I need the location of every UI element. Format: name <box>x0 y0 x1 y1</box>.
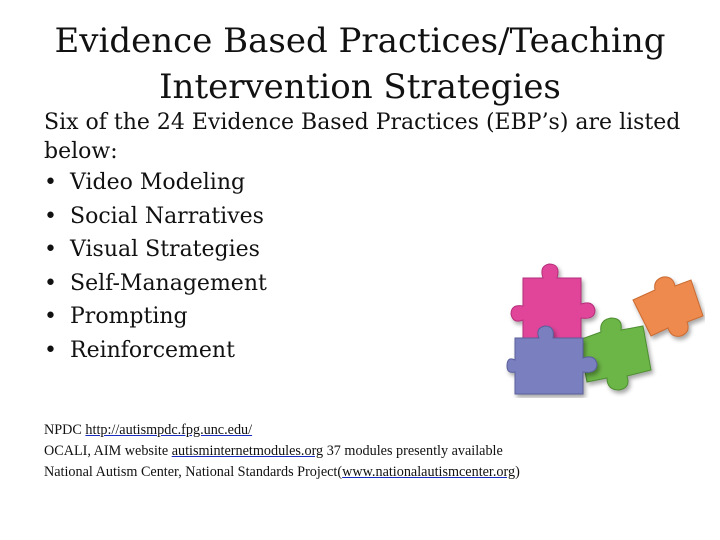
list-item <box>44 200 267 234</box>
bullet: • <box>44 237 57 263</box>
reference-label: NPDC <box>44 422 86 438</box>
blue-piece <box>507 326 597 394</box>
bullet: • <box>44 270 57 296</box>
list-item-label: Self-Management <box>70 270 267 296</box>
reference-npdc <box>44 420 684 441</box>
list-item-label: Social Narratives <box>70 203 264 229</box>
list-item <box>44 267 267 301</box>
list-item-label: Visual Strategies <box>70 237 260 263</box>
bullet: • <box>44 203 57 229</box>
reference-note: 37 modules presently available <box>323 443 503 459</box>
reference-nac <box>44 462 684 483</box>
reference-label: National Autism Center, National Standards Project( <box>44 464 343 480</box>
list-item-label: Prompting <box>70 304 188 330</box>
bullet: • <box>44 304 57 330</box>
reference-ocali <box>44 441 684 462</box>
slide-title <box>40 18 680 110</box>
aim-link[interactable]: autisminternetmodules.org <box>171 443 324 459</box>
references <box>44 420 684 483</box>
bullet: • <box>44 170 57 195</box>
title-line-1: Evidence Based Practices/Teaching <box>54 21 666 61</box>
list-item <box>44 166 267 200</box>
list-item <box>44 300 267 334</box>
list-item-label: Reinforcement <box>70 337 235 363</box>
list-item-label: Video Modeling <box>70 170 246 195</box>
title-line-2: Intervention Strategies <box>159 67 561 107</box>
intro-text: Six of the 24 Evidence Based Practices (EBP’s) are listed below: <box>44 110 681 164</box>
nac-link[interactable]: www.nationalautismcenter.org <box>342 464 516 480</box>
green-piece <box>579 318 651 390</box>
ebp-list <box>44 166 267 368</box>
puzzle-pieces-icon <box>505 258 705 398</box>
bullet: • <box>44 337 57 363</box>
reference-closing: ) <box>515 464 520 480</box>
npdc-link[interactable]: http://autismpdc.fpg.unc.edu/ <box>85 422 253 438</box>
reference-label: OCALI, AIM website <box>44 443 172 459</box>
list-item <box>44 233 267 267</box>
list-item <box>44 334 267 368</box>
